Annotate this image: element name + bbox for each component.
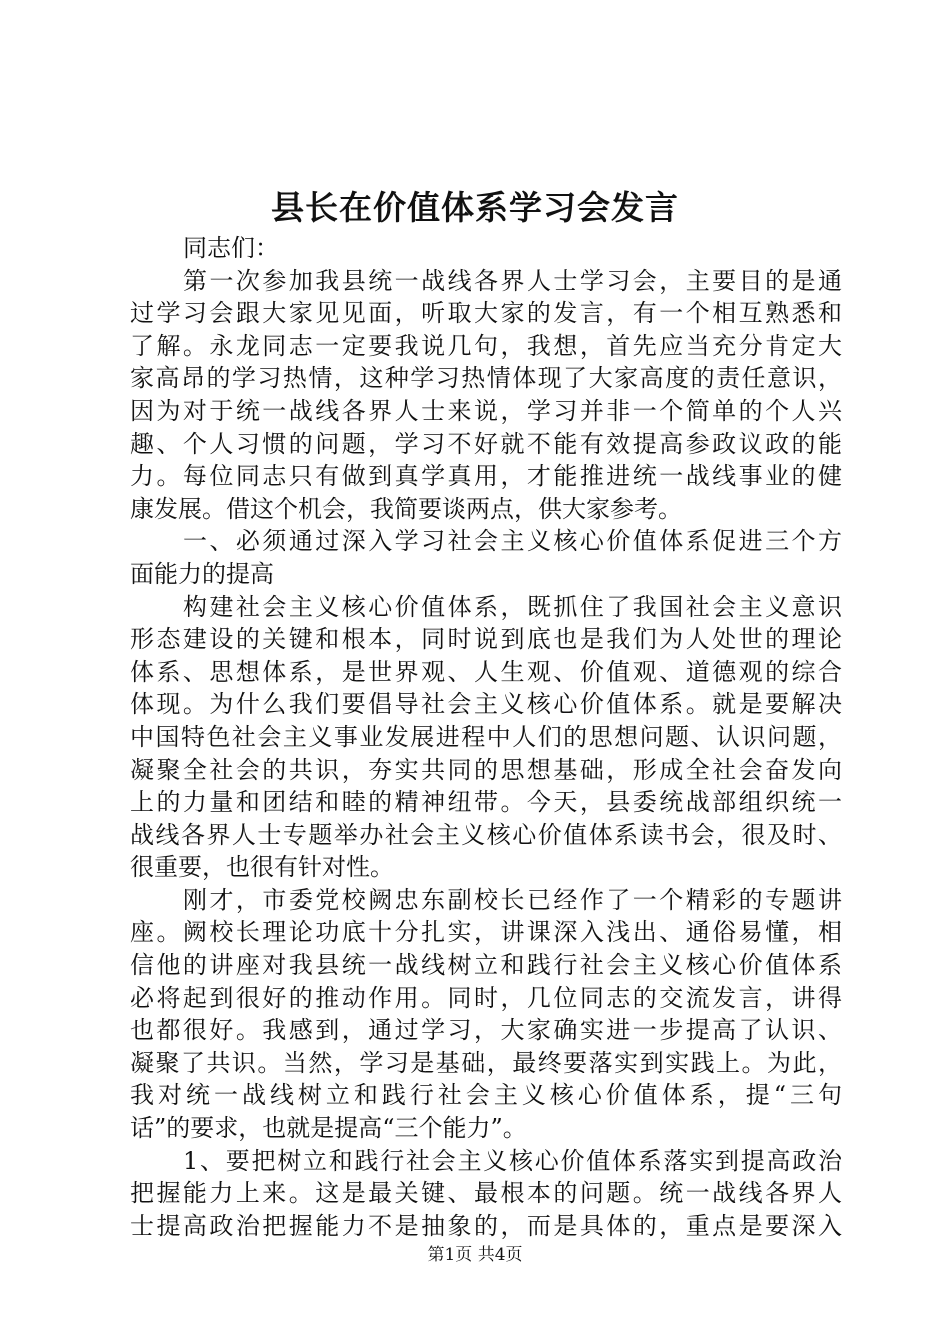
paragraph-line: 体现。为什么我们要倡导社会主义核心价值体系。就是要解决 bbox=[130, 690, 842, 719]
paragraph-line: 1、要把树立和践行社会主义核心价值体系落实到提高政治 bbox=[183, 1146, 842, 1175]
paragraph-line: 中国特色社会主义事业发展进程中人们的思想问题、认识问题， bbox=[130, 722, 842, 751]
paragraph-line: 康发展。借这个机会，我简要谈两点，供大家参考。 bbox=[130, 494, 682, 523]
paragraph-line: 我对统一战线树立和践行社会主义核心价值体系，提“三句 bbox=[130, 1081, 842, 1110]
paragraph-line: 趣、个人习惯的问题，学习不好就不能有效提高参政议政的能 bbox=[130, 429, 842, 458]
document-title: 县长在价值体系学习会发言 bbox=[271, 188, 679, 227]
section-heading-line: 面能力的提高 bbox=[130, 559, 274, 588]
paragraph-line: 构建社会主义核心价值体系，既抓住了我国社会主义意识 bbox=[183, 592, 842, 621]
paragraph-line: 凝聚了共识。当然，学习是基础，最终要落实到实践上。为此， bbox=[130, 1048, 842, 1077]
paragraph-line: 凝聚全社会的共识，夯实共同的思想基础，形成全社会奋发向 bbox=[130, 755, 842, 784]
paragraph-line: 力。每位同志只有做到真学真用，才能推进统一战线事业的健 bbox=[130, 462, 842, 491]
paragraph-line: 因为对于统一战线各界人士来说，学习并非一个简单的个人兴 bbox=[130, 396, 842, 425]
paragraph-line: 了解。永龙同志一定要我说几句，我想，首先应当充分肯定大 bbox=[130, 331, 842, 360]
paragraph-line: 话”的要求，也就是提高“三个能力”。 bbox=[130, 1114, 527, 1143]
paragraph-line: 上的力量和团结和睦的精神纽带。今天，县委统战部组织统一 bbox=[130, 788, 842, 817]
section-heading-line: 一、必须通过深入学习社会主义核心价值体系促进三个方 bbox=[183, 527, 842, 556]
document-body bbox=[130, 232, 842, 1242]
salutation-line: 同志们： bbox=[183, 234, 279, 262]
paragraph-line: 士提高政治把握能力不是抽象的，而是具体的，重点是要深入 bbox=[130, 1211, 842, 1240]
paragraph-line: 把握能力上来。这是最关键、最根本的问题。统一战线各界人 bbox=[130, 1179, 842, 1208]
paragraph-line: 形态建设的关键和根本，同时说到底也是我们为人处世的理论 bbox=[130, 625, 842, 654]
paragraph-line: 家高昂的学习热情，这种学习热情体现了大家高度的责任意识， bbox=[130, 364, 842, 393]
paragraph-line: 过学习会跟大家见见面，听取大家的发言，有一个相互熟悉和 bbox=[130, 299, 842, 328]
paragraph-line: 座。阙校长理论功底十分扎实，讲课深入浅出、通俗易懂，相 bbox=[130, 918, 842, 947]
paragraph-line: 也都很好。我感到，通过学习，大家确实进一步提高了认识、 bbox=[130, 1016, 842, 1045]
paragraph-line: 战线各界人士专题举办社会主义核心价值体系读书会，很及时、 bbox=[130, 820, 842, 849]
page-number-footer: 第1页 共4页 bbox=[427, 1245, 523, 1265]
paragraph-line: 第一次参加我县统一战线各界人士学习会，主要目的是通 bbox=[183, 266, 842, 295]
paragraph-line: 很重要，也很有针对性。 bbox=[130, 853, 394, 882]
paragraph-line: 刚才，市委党校阙忠东副校长已经作了一个精彩的专题讲 bbox=[183, 885, 842, 914]
paragraph-line: 体系、思想体系，是世界观、人生观、价值观、道德观的综合 bbox=[130, 657, 842, 686]
paragraph-line: 必将起到很好的推动作用。同时，几位同志的交流发言，讲得 bbox=[130, 983, 842, 1012]
paragraph-line: 信他的讲座对我县统一战线树立和践行社会主义核心价值体系 bbox=[130, 951, 842, 980]
